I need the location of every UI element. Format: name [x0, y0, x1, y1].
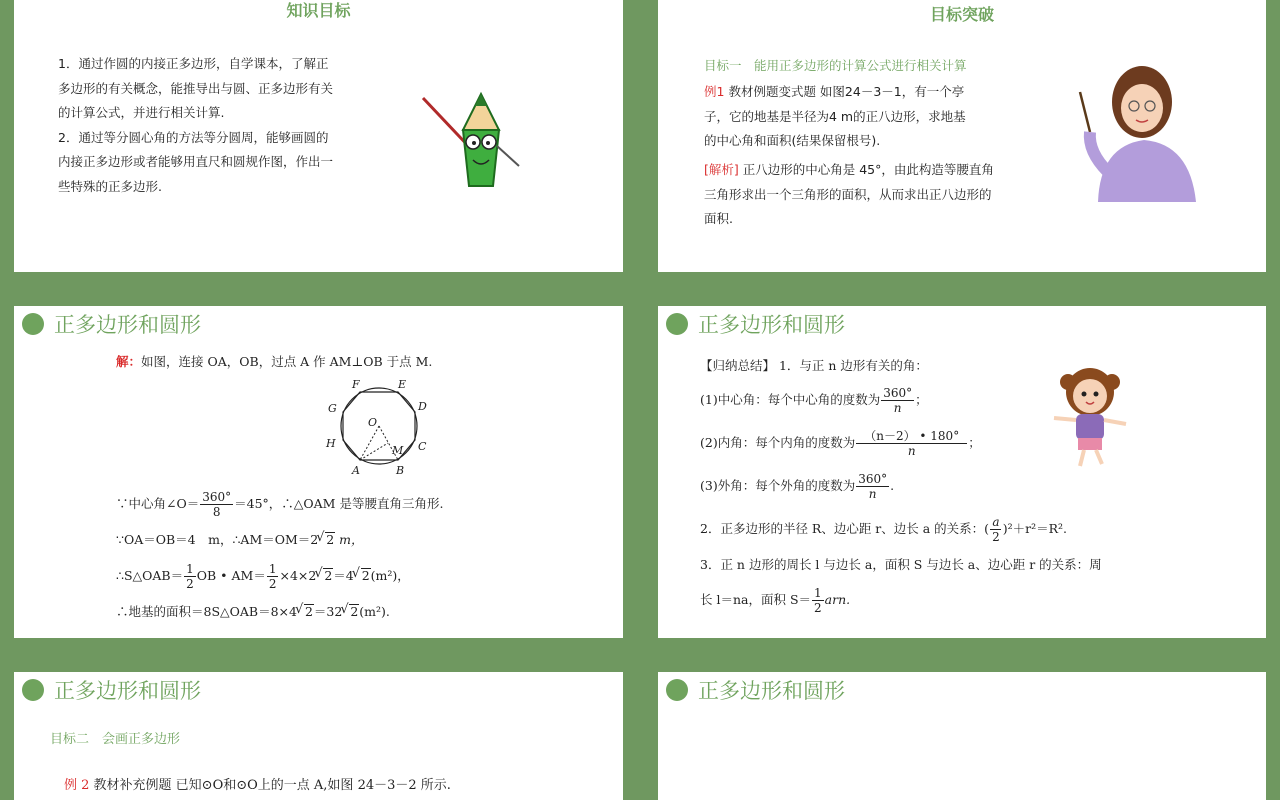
text-part: 2．正多边形的半径 R、边心距 r、边长 a 的关系：( [700, 521, 990, 536]
segment-oa [360, 426, 379, 460]
denominator: 2 [992, 530, 1000, 544]
slide-title: 正多边形和圆形 [54, 679, 201, 703]
text-part: ×4×2 [279, 568, 317, 583]
slide-title: 正多边形和圆形 [54, 313, 201, 337]
text-part: ∵OA＝OB＝4 m，∴AM＝OM＝2 [116, 532, 319, 547]
text-line: 内接正多边形或者能够用直尺和圆规作图，作出一 [58, 154, 334, 169]
slide-header [666, 312, 845, 336]
slide-knowledge-goals [14, 0, 623, 272]
numerator: 360° [202, 490, 232, 504]
example-tag: 例 2 [64, 778, 90, 793]
denominator: n [868, 487, 877, 501]
text-part: ； [968, 435, 981, 450]
text-line: 1．通过作圆的内接正多边形，自学课本，了解正 [58, 56, 329, 71]
slide-header [22, 312, 201, 336]
fraction [200, 490, 233, 519]
slide-continued [658, 672, 1266, 800]
solution-text: 如图，连接 OA，OB，过点 A 作 AM⊥OB 于点 M. [141, 354, 433, 369]
step-line [116, 522, 443, 558]
solution-tag: 解： [116, 354, 142, 369]
step-line [116, 594, 443, 630]
text-part: (1)中心角：每个中心角的度数为 [700, 392, 881, 407]
goal-heading: 目标二 会画正多边形 [50, 732, 181, 747]
vertex-label: F [352, 378, 360, 391]
text-line: 教材例题变式题 如图24－3－1，有一个亭 [728, 84, 965, 99]
pencil-mascot-icon [419, 90, 529, 190]
vertex-label: O [368, 416, 378, 429]
fraction [856, 429, 967, 458]
text-part: ＝45°，∴△OAM 是等腰直角三角形. [234, 496, 444, 511]
goal-text [58, 52, 333, 199]
fraction [990, 515, 1002, 544]
text-part: 长 l＝na，面积 S＝ [700, 592, 812, 607]
denominator: 2 [186, 577, 194, 591]
text-part: ∴地基的面积＝8S△OAB＝8×4 [116, 604, 297, 619]
sqrt-value: √ 2 [349, 604, 359, 619]
text-part: (m²). [359, 604, 390, 619]
sqrt-value: √ 2 [361, 568, 371, 583]
summary-heading: 【归纳总结】 1．与正 n 边形有关的角： [700, 358, 928, 373]
numerator: 1 [186, 562, 194, 576]
vertex-label: D [418, 400, 427, 413]
text-line: 2．通过等分圆心角的方法等分圆周，能够画圆的 [58, 129, 329, 145]
step-line [116, 558, 443, 594]
fraction [267, 562, 279, 591]
example-text: 教材补充例题 已知⊙O和⊙O上的一点 A,如图 24－3－2 所示. [93, 778, 451, 793]
text-part: arn. [824, 592, 851, 607]
text-part: OB • AM＝ [196, 568, 266, 583]
text-line: 多边形的有关概念，能推导出与圆、正多边形有关 [58, 80, 334, 96]
numerator: 1 [268, 562, 277, 576]
text-part: ∵中心角∠O＝ [116, 496, 200, 511]
vertex-label: A [352, 464, 360, 477]
vertex-label: M [392, 444, 404, 457]
vertex-label: B [396, 464, 405, 477]
vertex-label: H [326, 437, 336, 450]
sqrt-value: √ 2 [325, 532, 335, 547]
denominator: 2 [814, 601, 822, 615]
formula-line [700, 580, 1102, 620]
step-line [116, 486, 443, 522]
slide-title: 目标突破 [929, 5, 994, 24]
fraction [184, 562, 196, 591]
text-part: . [890, 478, 895, 493]
denominator: 2 [268, 577, 277, 591]
bullet-dot-icon [22, 679, 44, 701]
solution-intro [116, 350, 432, 375]
formula-line [700, 378, 1102, 421]
text-part: ＝32 [313, 604, 343, 619]
text-line: 子，它的地基是半径为4 m的正八边形，求地基 [704, 108, 966, 124]
text-part: )²＋r²＝R². [1002, 521, 1067, 536]
example-line [64, 774, 451, 799]
fraction [812, 586, 824, 615]
text-line: 三角形求出一个三角形的面积，从而求出正八边形的 [704, 186, 992, 202]
vertex-label: E [398, 378, 407, 391]
denominator: n [907, 444, 916, 458]
slide-title: 知识目标 [286, 1, 351, 20]
example-tag: 例1 [704, 84, 725, 99]
teacher-illustration-icon [1078, 62, 1203, 207]
bullet-dot-icon [666, 313, 688, 335]
numerator: （n－2） • 180° [856, 429, 967, 444]
text-line: 正八边形的中心角是 45°，由此构造等腰直角 [742, 162, 994, 177]
formula-line [700, 421, 1102, 464]
fraction [856, 472, 889, 501]
text-part: (3)外角：每个外角的度数为 [700, 478, 856, 493]
slide-solution [14, 306, 623, 638]
formula-line [700, 507, 1102, 550]
formula-line [700, 464, 1102, 507]
analysis-tag: [解析] [704, 162, 739, 177]
vertex-label: C [418, 440, 427, 453]
vertex-label: G [328, 402, 337, 415]
girl-illustration-icon [1050, 364, 1134, 474]
text-line: 些特殊的正多边形. [58, 178, 162, 194]
slide-header [666, 678, 845, 702]
slide-goal-breakthrough [658, 0, 1266, 272]
text-part: m， [339, 532, 364, 547]
sqrt-value: √ 2 [323, 568, 333, 583]
slide-goal-two [14, 672, 623, 800]
text-line: 的计算公式，并进行相关计算. [58, 105, 225, 120]
slide-title: 正多边形和圆形 [698, 313, 845, 337]
numerator: 360° [883, 386, 913, 400]
sqrt-value: √ 2 [304, 604, 314, 619]
example-block [704, 80, 966, 154]
formula-line: 3．正 n 边形的周长 l 与边长 a，面积 S 与边长 a、边心距 r 的关系：周 [700, 557, 1102, 572]
denominator: 8 [212, 505, 221, 519]
bullet-dot-icon [22, 313, 44, 335]
denominator: n [893, 401, 902, 415]
slide-title: 正多边形和圆形 [698, 679, 845, 703]
octagon-figure [322, 376, 440, 480]
text-part: ； [915, 392, 928, 407]
solution-steps [116, 486, 443, 630]
analysis-block [704, 158, 994, 232]
numerator: 360° [858, 472, 888, 486]
text-part: ＝4 [333, 568, 354, 583]
slide-header [22, 678, 201, 702]
text-part: ∴S△OAB＝ [116, 568, 184, 583]
text-line: 面积. [704, 211, 733, 226]
numerator: 1 [814, 586, 822, 600]
numerator: a [992, 515, 1000, 529]
text-part: (m²)， [370, 568, 410, 583]
slide-summary [658, 306, 1266, 638]
fraction [881, 386, 914, 415]
text-line: 的中心角和面积(结果保留根号). [704, 133, 881, 148]
summary-block [700, 354, 1102, 620]
goal-heading: 目标一 能用正多边形的计算公式进行相关计算 [704, 58, 967, 73]
bullet-dot-icon [666, 679, 688, 701]
text-part: (2)内角：每个内角的度数为 [700, 435, 856, 450]
